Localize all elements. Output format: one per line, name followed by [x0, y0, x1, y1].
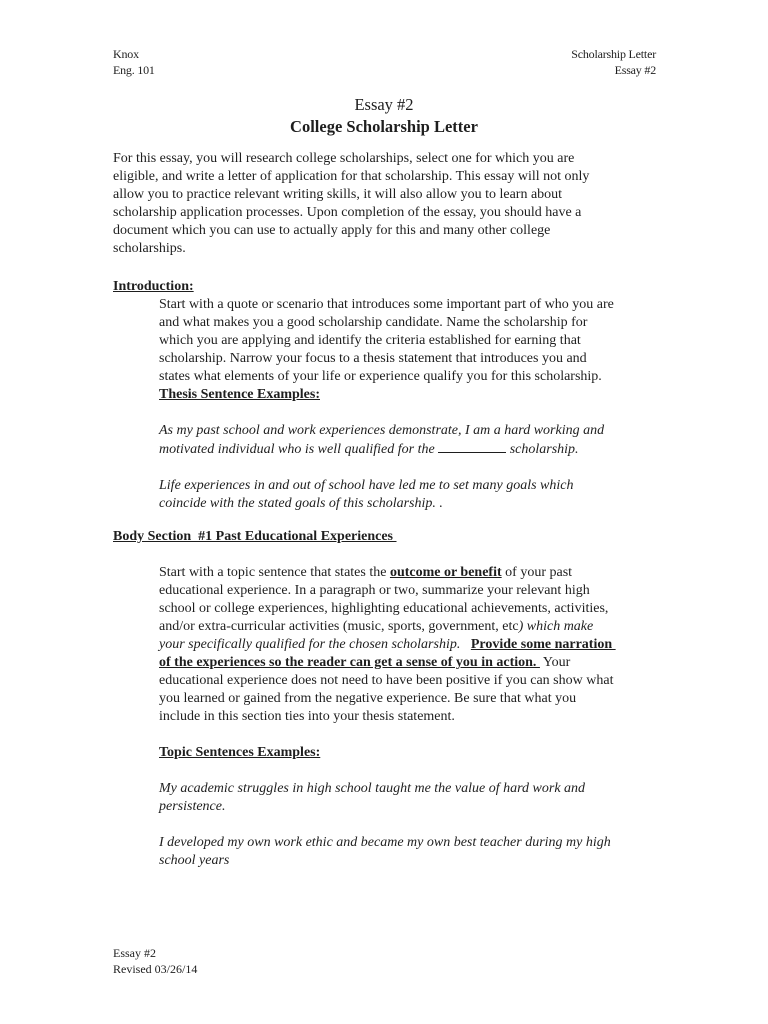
text-segment: and/or extra-curricular activities (music, sports, government, etc	[159, 619, 519, 634]
introduction-instructions	[159, 296, 673, 513]
text-line: Life experiences in and out of school have led me to set many goals which	[159, 478, 574, 493]
text-line: document which you can use to actually apply for this and many other college	[113, 223, 551, 238]
text-line: school years	[159, 853, 230, 868]
body-section-1	[113, 528, 673, 870]
title-line-1: Essay #2	[354, 95, 414, 114]
emphasis-narration: of the experiences so the reader can get a sense of you in action.	[159, 655, 540, 670]
text-line: educational experience. In a paragraph or two, summarize your relevant high	[159, 583, 590, 598]
text-line: educational experience does not need to have been positive if you can show what	[159, 673, 614, 688]
intro-paragraph	[113, 150, 673, 258]
page-title	[0, 94, 768, 138]
introduction-section	[113, 278, 673, 513]
thesis-example-1	[159, 422, 673, 459]
footer-revision-date: Revised 03/26/14	[113, 962, 198, 976]
emphasis-outcome: outcome or benefit	[389, 565, 502, 580]
text-line: you learned or gained from the negative experience. Be sure that what you	[159, 691, 577, 706]
text-line	[159, 564, 673, 582]
text-line: scholarship application processes. Upon completion of the essay, you should have a	[113, 205, 582, 220]
header-essay-number: Essay #2	[614, 63, 656, 77]
text-line: include in this section ties into your thesis statement.	[159, 709, 455, 724]
text-line	[159, 654, 673, 672]
title-line-2: College Scholarship Letter	[290, 117, 478, 136]
text-line: eligible, and write a letter of application for that scholarship. This essay will not only	[113, 169, 590, 184]
text-line: school or college experiences, highlighting educational achievements, activities,	[159, 601, 609, 616]
header-author: Knox	[113, 47, 139, 61]
text-line	[159, 440, 673, 459]
body-section-1-instructions	[159, 564, 673, 870]
text-line: which you are applying and identify the criteria established for earning that	[159, 333, 581, 348]
text-line: scholarships.	[113, 241, 186, 256]
header-doc-title: Scholarship Letter	[571, 47, 656, 61]
fill-in-blank	[438, 440, 506, 453]
topic-example-1	[159, 780, 673, 816]
thesis-examples-heading: Thesis Sentence Examples:	[159, 387, 320, 402]
text-line: coincide with the stated goals of this scholarship. .	[159, 496, 443, 511]
text-segment: motivated individual who is well qualified for the	[159, 442, 439, 457]
text-line: states what elements of your life or experience qualify you for this scholarship.	[159, 369, 602, 384]
text-segment: Start with a topic sentence that states the	[159, 565, 390, 580]
text-segment: scholarship.	[506, 442, 579, 457]
footer-essay-number: Essay #2	[113, 946, 156, 960]
text-line: For this essay, you will research college scholarships, select one for which you are	[113, 151, 575, 166]
text-line: As my past school and work experiences demonstrate, I am a hard working and	[159, 423, 605, 438]
text-segment: ) which make	[518, 619, 594, 634]
page-footer	[113, 945, 197, 977]
text-line: persistence.	[159, 799, 226, 814]
header-left	[113, 46, 155, 78]
text-segment: Your	[539, 655, 571, 670]
text-line: Start with a quote or scenario that introduces some important part of who you are	[159, 297, 614, 312]
text-segment: your specifically qualified for the chosen scholarship.	[159, 637, 461, 652]
header-right	[571, 46, 656, 78]
text-line: scholarship. Narrow your focus to a thesis statement that introduces you and	[159, 351, 587, 366]
topic-example-2	[159, 834, 673, 870]
text-line: My academic struggles in high school taught me the value of hard work and	[159, 781, 586, 796]
emphasis-narration: Provide some narration	[470, 637, 616, 652]
topic-examples-heading: Topic Sentences Examples:	[159, 745, 321, 760]
text-segment: of your past	[501, 565, 573, 580]
text-line: and what makes you a good scholarship candidate. Name the scholarship for	[159, 315, 588, 330]
text-line: allow you to practice relevant writing skills, it will also allow you to learn about	[113, 187, 563, 202]
text-line	[159, 636, 673, 654]
text-line: I developed my own work ethic and became my own best teacher during my high	[159, 835, 611, 850]
body-section-1-heading: Body Section #1 Past Educational Experiences	[113, 529, 397, 544]
text-line	[159, 618, 673, 636]
header-course: Eng. 101	[113, 63, 155, 77]
introduction-heading: Introduction:	[113, 279, 194, 294]
thesis-example-2	[159, 477, 673, 513]
